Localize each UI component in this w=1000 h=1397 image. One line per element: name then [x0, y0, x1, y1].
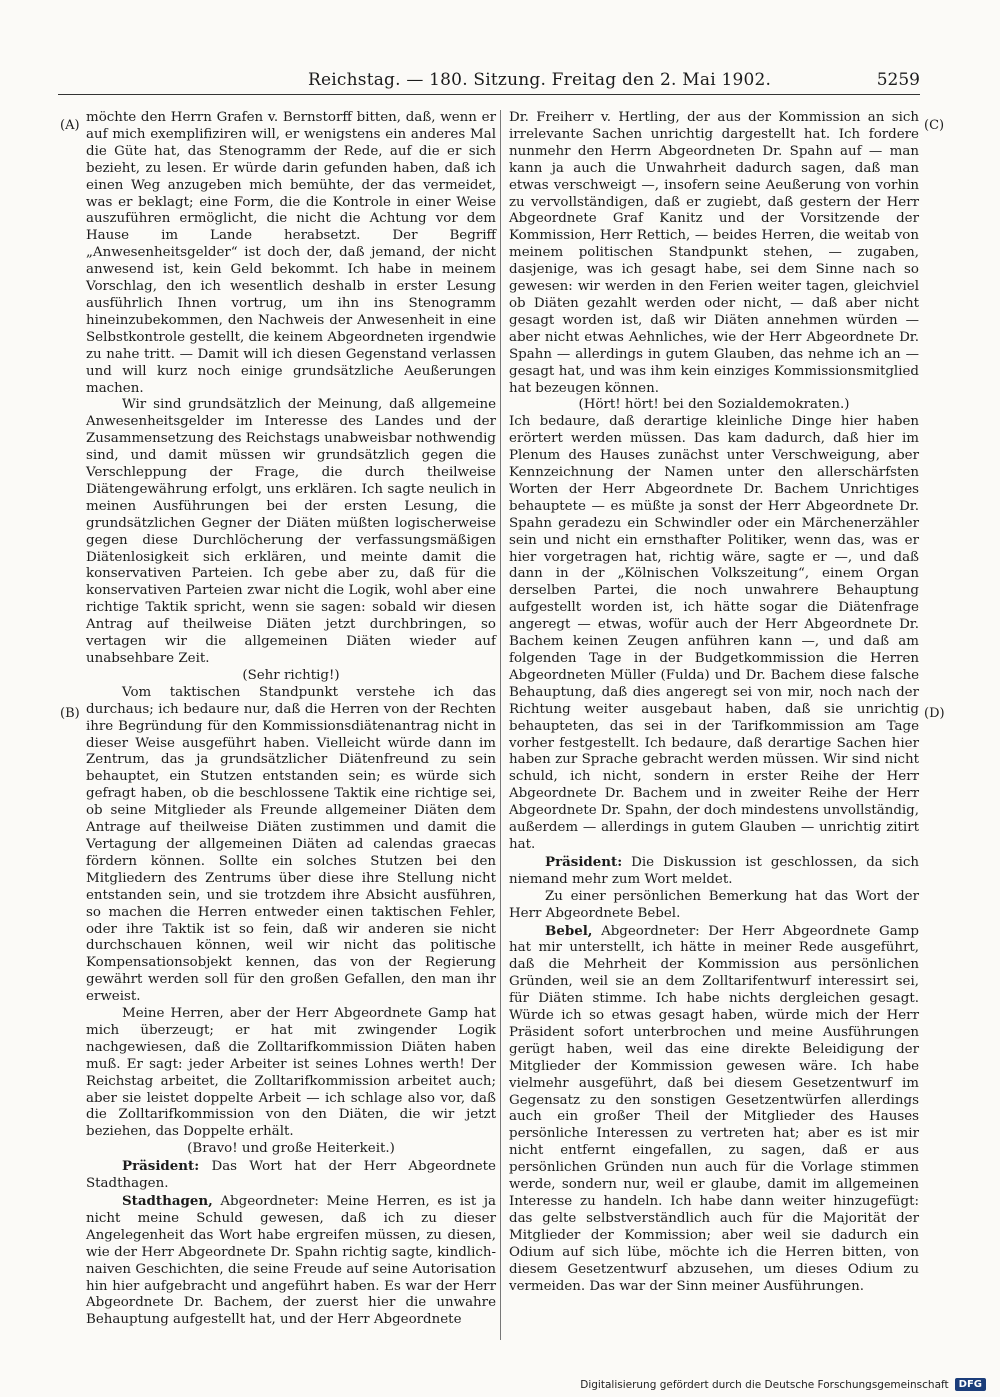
right-column [509, 110, 919, 1295]
paragraph: möchte den Herrn Grafen v. Bernstorff bitten, daß, wenn er auf mich exemplifiziren will, er wenigstens ein anderes Mal die Güte hat, das Stenogramm der Rede, auf die er sich bezieht, zu lesen. Er würde darin gefunden haben, daß ich einen Weg anzugeben mich bemühte, der das vermeidet, was er beklagt; eine Form, die die Kontrole in einer Weise auszuführen ermöglicht, die nicht die Achtung vor dem Hause im Lande herabsetzt. Der Begriff „Anwesenheitsgelder“ ist doch der, daß jemand, der nicht anwesend ist, kein Geld bekommt. Ich habe in meinem Vorschlag, den ich wesentlich deshalb in erster Lesung ausführlich Ihnen vortrug, um ihn ins Stenogramm hineinzubekommen, den Nachweis der Anwesenheit in eine Selbstkontrole gestellt, die keinem Abgeordneten irgendwie zu nahe tritt. — Damit will ich diesen Gegenstand verlassen und will kurz noch einige grundsätzliche Aeußerungen machen. [86, 110, 496, 396]
page-number: 5259 [876, 70, 920, 90]
speaker-name: Präsident: [122, 1158, 200, 1175]
left-column [86, 110, 496, 1329]
interjection: (Hört! hört! bei den Sozialdemokraten.) [578, 397, 850, 413]
footer-text: Digitalisierung gefördert durch die Deutsche Forschungsgemeinschaft [580, 1378, 949, 1391]
speech-text: Die Diskussion ist geschlossen, da sich niemand mehr zum Wort meldet. [509, 854, 919, 887]
paragraph: Vom taktischen Standpunkt verstehe ich das durchaus; ich bedaure nur, daß die Herren von der Rechten ihre Begründung für den Kommissionsdiätenantrag nicht in dieser Weise ausgeführt haben. Vielleicht würde dann im Zentrum, das ja grundsätzlicher Diätenfreund zu sein behauptet, ein Stutzen entstanden sein; es würde sich gefragt haben, ob die beschlossene Taktik eine richtige sei, ob seine Mitglieder als Freunde allgemeiner Diäten dem Antrage auf theilweise Diäten zustimmen und damit die Vertagung der allgemeinen Diäten ad calendas graecas fördern können. Sollte ein solches Stutzen bei den Mitgliedern des Zentrums über diese ihre Stellung nicht entstanden sein, und sie trotzdem ihre Absicht ausführen, so machen die Herren entweder einen taktischen Fehler, oder ihre Taktik ist so fein, daß wir anderen sie nicht durchschauen können, weil wir nicht das politische Kompensationsobjekt kennen, das von der Regierung gewährt werden soll für den großen Gefallen, den man ihr erweist. [86, 684, 496, 1005]
speaker-name: Präsident: [545, 853, 623, 870]
paragraph: Meine Herren, aber der Herr Abgeordnete Gamp hat mich überzeugt; er hat mit zwingender Logik nachgewiesen, daß die Zolltarifkommission Diäten haben muß. Er sagt: jeder Arbeiter ist seines Lohnes werth! Der Reichstag arbeitet, die Zolltarifkommission arbeitet auch; aber sie leistet doppelte Arbeit — ich schlage also vor, daß die Zolltarifkommission von den Diäten, die wir jetzt beziehen, das Doppelte erhält. [86, 1006, 496, 1140]
speaker-name: Stadthagen, [122, 1193, 213, 1209]
speech-paragraph [86, 1193, 496, 1329]
speech-paragraph [509, 854, 919, 889]
page-header [58, 68, 920, 95]
footer [580, 1378, 986, 1391]
speaker-name: Bebel, [545, 922, 593, 939]
paragraph: Zu einer persönlichen Bemerkung hat das Wort der Herr Abgeordnete Bebel. [509, 888, 919, 921]
dfg-logo: DFG [955, 1378, 986, 1391]
paragraph: Wir sind grundsätzlich der Meinung, daß allgemeine Anwesenheitsgelder im Interesse des Landes und der Zusammensetzung des Reichstags unabweisbar nothwendig sind, und damit müssen wir grundsätzlich gegen die Verschleppung der Frage, die durch theilweise Diätengewährung erfolgt, uns erklären. Ich sagte neulich in meinen Ausführungen bei der ersten Lesung, die grundsätzlichen Gegner der Diäten müßten logischerweise gegen diese Durchlöcherung der verfassungsmäßigen Diätenlosigkeit sich erklären, und meinte damit die konservativen Parteien. Ich gebe aber zu, daß für die konservativen Parteien zwar nicht die Logik, wohl aber eine richtige Taktik spricht, wenn sie sagen: sobald wir diesen Antrag auf theilweise Diäten jetzt durchbringen, so vertagen wir die allgemeinen Diäten wieder auf unabsehbare Zeit. [86, 397, 496, 666]
margin-mark-d: (D) [924, 706, 945, 721]
speech-text: Abgeordneter: Der Herr Abgeordnete Gamp hat mir unterstellt, ich hätte in meiner Rede ausgeführt, daß die Mehrheit der Kommission aus persönlichen Gründen, weil sie an dem Zolltarifentwurf interessirt sei, für Diäten stimme. Ich habe nichts dergleichen gesagt. Würde ich so etwas gesagt haben, würde mich der Herr Präsident sofort unterbrochen und meine Ausführungen gerügt haben, weil das eine direkte Beleidigung der Mitglieder der Kommission gewesen wäre. Ich habe vielmehr ausgeführt, daß bei diesem Gesetzentwurf im Gegensatz zu den sonstigen Gesetzentwürfen allerdings auch ein großer Theil der Mitglieder des Hauses persönliche Interessen zu vertreten hat; aber es ist mir nicht entfernt eingefallen, zu sagen, daß er aus persönlichen Gründen nun auch für die Vorlage stimmen werde, sondern nur, weil er glaube, damit im allgemeinen Interesse zu handeln. Ich habe dann weiter hinzugefügt: das gelte selbstverständlich auch für die Majorität der Mitglieder der Kommission; aber weil sie dadurch ein Odium auf sich lübe, möchte ich die Herren bitten, von diesem Gesetzentwurf abzusehen, um dieses Odium zu vermeiden. Das war der Sinn meiner Ausführungen. [509, 923, 919, 1294]
interjection: (Sehr richtig!) [242, 667, 340, 683]
speech-paragraph [509, 923, 919, 1296]
margin-mark-a: (A) [60, 118, 80, 133]
speech-text: Abgeordneter: Meine Herren, es ist ja nicht meine Schuld gewesen, daß ich zu dieser Angelegenheit das Wort habe ergreifen müssen, zu diesen, wie der Herr Abgeordnete Dr. Spahn richtig sagte, kindlich-naiven Geschichten, die seine Freude auf seine Autorisation hin hier aufgebracht und angeführt haben. Es war der Herr Abgeordnete Dr. Bachem, der zuerst hier die unwahre Behauptung aufgestellt hat, und der Herr Abgeordnete [86, 1194, 496, 1328]
paragraph: Dr. Freiherr v. Hertling, der aus der Kommission an sich irrelevante Sachen unrichtig dargestellt hat. Ich fordere nunmehr den Herrn Abgeordneten Dr. Spahn auf — man kann ja auch die Unwahrheit dadurch sagen, daß man etwas verschweigt —, insofern seine Aeußerung von vorhin zu vervollständigen, daß er zugiebt, daß gestern der Herr Abgeordnete Graf Kanitz und der Vorsitzende der Kommission, Herr Rettich, — beides Herren, die weitab von meinem politischen Standpunkt stehen, — zugaben, dasjenige, was ich gesagt habe, sei dem Sinne nach so gewesen: wir werden in den Ferien weiter tagen, gleichviel ob Diäten gezahlt werden oder nicht, — daß aber nicht gesagt worden ist, daß wir Diäten annehmen würden — aber nicht etwas Aehnliches, wie der Herr Abgeordnete Dr. Spahn — allerdings in gutem Glauben, das nehme ich an — gesagt hat, und was ihm kein einziges Kommissionsmitglied hat bezeugen können. [509, 110, 919, 396]
paragraph: Ich bedaure, daß derartige kleinliche Dinge hier haben erörtert werden müssen. Das kam dadurch, daß hier im Plenum des Hauses zunächst unter Verschweigung, aber Kennzeichnung der Namen unter den allerschärfsten Worten der Herr Abgeordnete Dr. Bachem Unrichtiges behauptete — es müßte ja sonst der Herr Abgeordnete Dr. Spahn geradezu ein Schwindler oder ein Märchenerzähler sein und nicht ein ernsthafter Politiker, wenn das, was er hier vorgetragen hat, richtig wäre, sagte er —, und daß dann in der „Kölnischen Volkszeitung“, einem Organ derselben Partei, die noch unwahrere Behauptung aufgestellt worden ist, ich hätte sogar die Diätenfrage angeregt — etwas, wofür auch der Herr Abgeordnete Dr. Bachem keinen Zeugen anführen kann —, und daß am folgenden Tage in der Budgetkommission die Herren Abgeordneten Müller (Fulda) und Dr. Bachem diese falsche Behauptung, daß dies angeregt sei von mir, noch nach der Richtung weiter ausgebaut haben, daß sie unrichtig behaupteten, das sei in der Tarifkommission am Tage vorher festgestellt. Ich bedaure, daß derartige Sachen hier haben zur Sprache gebracht werden müssen. Wir sind nicht schuld, ich nicht, sondern in erster Reihe der Herr Abgeordnete Dr. Bachem und in zweiter Reihe der Herr Abgeordnete Dr. Spahn, der doch mindestens unvollständig, außerdem — allerdings in gutem Glauben — unrichtig zitirt hat. [509, 414, 919, 852]
interjection: (Bravo! und große Heiterkeit.) [187, 1141, 395, 1157]
column-divider [500, 110, 501, 1340]
margin-mark-c: (C) [924, 118, 945, 133]
running-title: Reichstag. — 180. Sitzung. Freitag den 2. Mai 1902. [308, 70, 772, 90]
margin-mark-b: (B) [60, 706, 80, 721]
speech-paragraph [86, 1158, 496, 1193]
speech-text: Das Wort hat der Herr Abgeordnete Stadthagen. [86, 1159, 496, 1192]
